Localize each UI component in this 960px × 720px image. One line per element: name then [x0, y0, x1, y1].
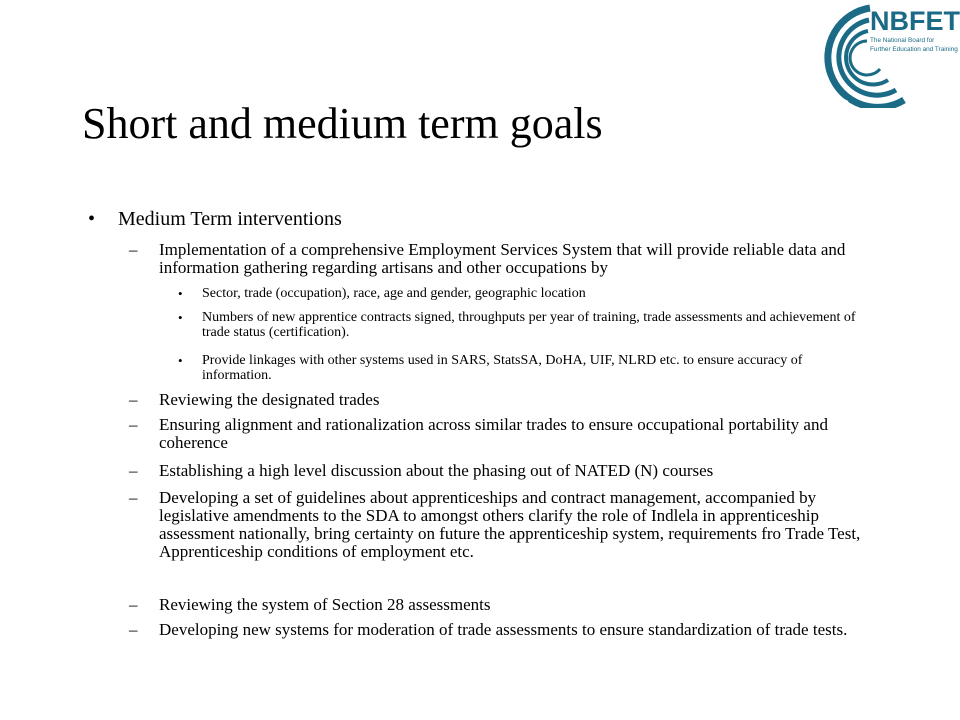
dash-icon: – — [129, 620, 138, 639]
dash-icon: – — [129, 488, 138, 507]
dash-icon: – — [129, 390, 138, 409]
list-item — [129, 415, 889, 452]
slide-title: Short and medium term goals — [82, 99, 603, 148]
list-item — [129, 390, 889, 409]
list-item-implementation — [129, 240, 889, 277]
bullet-icon: • — [178, 353, 183, 368]
list-item-text: Establishing a high level discussion about the phasing out of NATED (N) courses — [159, 461, 714, 480]
heading-text: Medium Term interventions — [118, 208, 342, 230]
bullet-icon: • — [178, 310, 183, 325]
bullet-icon: • — [88, 208, 96, 230]
list-item — [129, 488, 889, 561]
sub-list-item — [178, 353, 862, 383]
bullet-icon: • — [178, 286, 183, 301]
logo-name-line1: The National Board for — [870, 37, 935, 44]
logo-text-block — [870, 6, 960, 53]
list-item-text: Ensuring alignment and rationalization across similar trades to ensure occupational portability and coherence — [159, 415, 828, 452]
dash-icon: – — [129, 415, 138, 434]
list-item-text: Reviewing the system of Section 28 assessments — [159, 595, 491, 614]
dash-icon: – — [129, 461, 138, 480]
list-item — [129, 595, 889, 614]
logo-abbreviation: NBFET — [870, 6, 960, 36]
list-item-text: Developing new systems for moderation of trade assessments to ensure standardization of trade tests. — [159, 620, 848, 639]
sub-list-item-text: Provide linkages with other systems used in SARS, StatsSA, DoHA, UIF, NLRD etc. to ensure accuracy of information. — [202, 353, 803, 383]
sub-list-item — [178, 286, 862, 301]
list-item-text: Developing a set of guidelines about apprenticeships and contract management, accompanied by legislative amendments to the SDA to amongst others clarify the role of Indlela in apprenticeship assessment nationally, bring certainty on future the apprenticeship system, requirements fro Trade Test, Apprenticeship conditions of employment etc. — [159, 488, 861, 561]
dash-icon: – — [129, 595, 138, 614]
logo-name-line2: Further Education and Training — [870, 45, 958, 53]
dash-icon: – — [129, 240, 138, 259]
sub-list-item-text: Sector, trade (occupation), race, age and gender, geographic location — [202, 286, 586, 301]
list-item — [129, 620, 889, 639]
list-item — [129, 461, 889, 480]
list-item-text: Reviewing the designated trades — [159, 390, 380, 409]
list-item-text: Implementation of a comprehensive Employment Services System that will provide reliable data and information gathering regarding artisans and other occupations by — [159, 240, 846, 277]
heading-item — [88, 207, 342, 231]
sub-list-item — [178, 310, 862, 340]
sub-list-item-text: Numbers of new apprentice contracts signed, throughputs per year of training, trade assessments and achievement of trade status (certification). — [202, 310, 856, 340]
